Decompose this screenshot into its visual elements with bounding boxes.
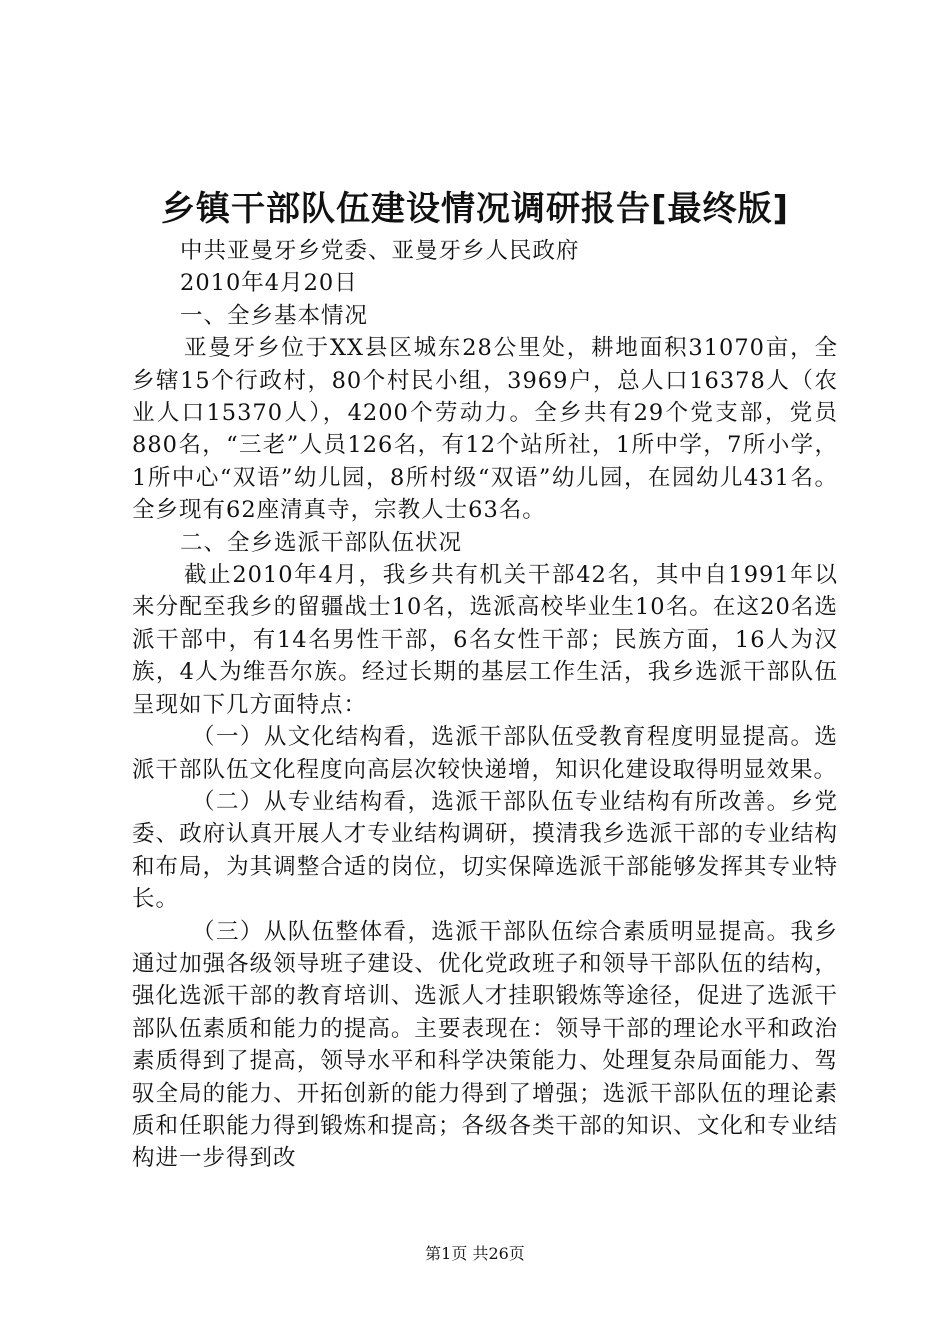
paragraph-culture-structure: （一）从文化结构看，选派干部队伍受教育程度明显提高。选派干部队伍文化程度向高层次较快递增，知识化建设取得明显效果。 xyxy=(132,724,838,783)
paragraph-cadre-status: 截止2010年4月，我乡共有机关干部42名，其中自1991年以来分配至我乡的留疆战士10名，选派高校毕业生10名。在这20名选派干部中，有14名男性干部，6名女性干部；民族方面，16人为汉族，4人为维吾尔族。经过长期的基层工作生活，我乡选派干部队伍呈现如下几方面特点： xyxy=(132,562,838,718)
paragraph-overall-quality: （三）从队伍整体看，选派干部队伍综合素质明显提高。我乡通过加强各级领导班子建设、优化党政班子和领导干部队伍的结构，强化选派干部的教育培训、选派人才挂职锻炼等途径，促进了选派干部队伍素质和能力的提高。主要表现在：领导干部的理论水平和政治素质得到了提高，领导水平和科学决策能力、处理复杂局面能力、驾驭全局的能力、开拓创新的能力得到了增强；选派干部队伍的理论素质和任职能力得到锻炼和提高；各级各类干部的知识、文化和专业结构进一步得到改 xyxy=(132,918,838,1172)
author-line: 中共亚曼牙乡党委、亚曼牙乡人民政府 xyxy=(180,238,580,264)
date-line: 2010年4月20日 xyxy=(180,270,358,297)
document-title: 乡镇干部队伍建设情况调研报告[最终版] xyxy=(160,189,790,229)
paragraph-basic-info: 亚曼牙乡位于XX县区城东28公里处，耕地面积31070亩，全乡辖15个行政村，80个村民小组，3969户，总人口16378人（农业人口15370人），4200个劳动力。全乡共有29个党支部，党员880名，“三老”人员126名，有12个站所社，1所中学，7所小学，1所中心“双语”幼儿园，8所村级“双语”幼儿园，在园幼儿431名。全乡现有62座清真寺，宗教人士63名。 xyxy=(132,335,838,524)
page-footer: 第1页 共26页 xyxy=(425,1244,525,1263)
section-heading-1: 一、全乡基本情况 xyxy=(180,302,369,329)
section-heading-2: 二、全乡选派干部队伍状况 xyxy=(180,529,463,556)
document-body xyxy=(132,235,838,1175)
paragraph-profession-structure: （二）从专业结构看，选派干部队伍专业结构有所改善。乡党委、政府认真开展人才专业结构调研，摸清我乡选派干部的专业结构和布局，为其调整合适的岗位，切实保障选派干部能够发挥其专业特长。 xyxy=(132,788,838,913)
